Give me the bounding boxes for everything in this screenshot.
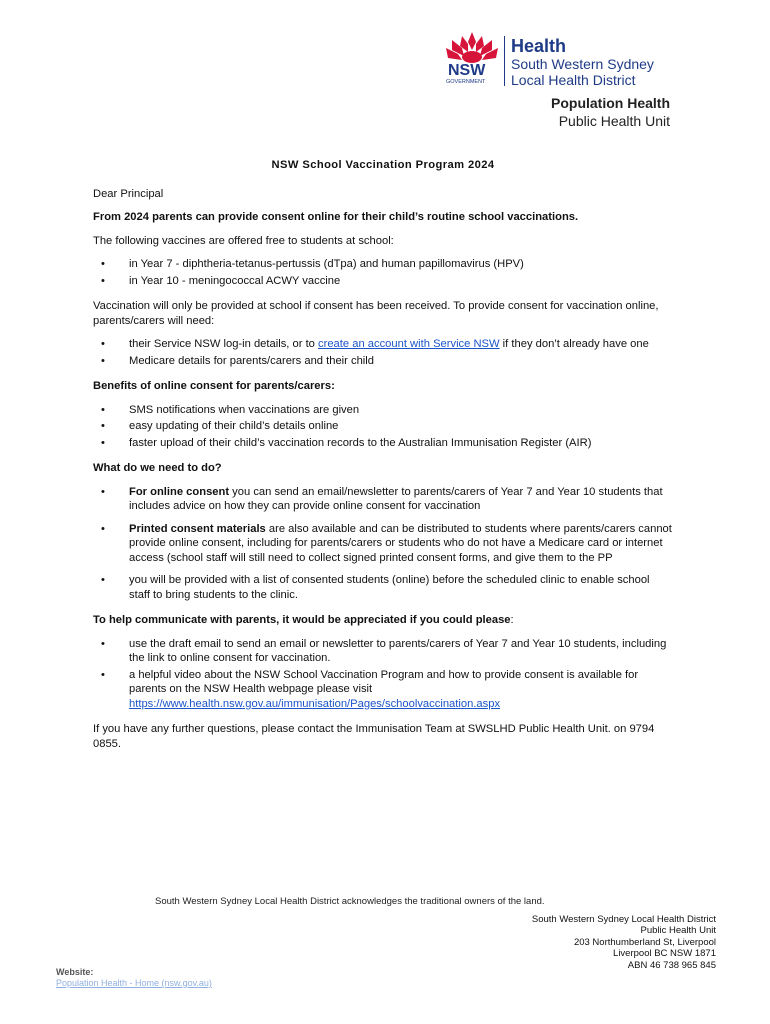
- consent-item-text: if they don’t already have one: [499, 338, 649, 350]
- list-item: • easy updating of their child’s details online: [93, 419, 673, 434]
- consent-list: [93, 337, 673, 368]
- vaccines-intro: The following vaccines are offered free to students at school:: [93, 234, 394, 247]
- website-link[interactable]: Population Health - Home (nsw.gov.au): [56, 978, 212, 988]
- list-item: • you will be provided with a list of consented students (online) before the scheduled clinic to enable school staff to bring students to the clinic.: [93, 573, 673, 602]
- todo-text: you can send an email/newsletter to parents/carers of Year 7 and Year 10 students that includes advice on how they can provide online consent for vaccination: [129, 485, 663, 512]
- unit-heading: [551, 94, 670, 130]
- address-line: 203 Northumberland St, Liverpool: [573, 936, 716, 948]
- lead-paragraph: From 2024 parents can provide consent online for their child’s routine school vaccinations.: [93, 211, 579, 223]
- list-item: • faster upload of their child’s vaccination records to the Australian Immunisation Register (AIR): [93, 436, 673, 451]
- help-heading-text: To help communicate with parents, it would be appreciated if you could please: [93, 614, 511, 626]
- help-heading-colon: :: [510, 614, 514, 626]
- list-item: • in Year 10 - meningococcal ACWY vaccine: [93, 274, 673, 289]
- help-item-text: a helpful video about the NSW School Vaccination Program and how to provide consent is available for parents on the NSW Health webpage please visit: [129, 668, 639, 695]
- todo-text: are also available and can be distributed to students where parents/carers cannot provide online consent, including for parents/carers or students who do not have a Medicare card or internet access (school staff will still need to collect signed printed consent forms, and give them to the PP: [129, 522, 672, 564]
- todo-bold: Printed consent materials: [129, 522, 266, 535]
- website-label: Website:: [56, 967, 94, 977]
- vaccines-list: [93, 257, 673, 288]
- benefits-list: [93, 403, 673, 451]
- unit-subtitle: Public Health Unit: [558, 113, 670, 129]
- address-line: South Western Sydney Local Health District: [531, 914, 716, 925]
- closing-paragraph: If you have any further questions, please contact the Immunisation Team at SWSLHD Public Health Unit. on 9794 0855.: [93, 723, 655, 750]
- list-item: [93, 522, 673, 566]
- address-line: ABN 46 738 965 845: [627, 959, 716, 971]
- letter-body: [93, 158, 673, 760]
- help-heading: [93, 613, 673, 628]
- list-item: • Medicare details for parents/carers and their child: [93, 354, 673, 369]
- unit-title: Population Health: [551, 95, 670, 111]
- list-item: [93, 668, 673, 712]
- benefits-heading: Benefits of online consent for parents/carers:: [93, 380, 335, 392]
- footer-address: [532, 914, 716, 971]
- list-item: [93, 485, 673, 514]
- todo-heading: What do we need to do?: [93, 462, 222, 474]
- todo-list: [93, 485, 673, 603]
- todo-bold: For online consent: [129, 485, 230, 498]
- list-item: • in Year 7 - diphtheria-tetanus-pertussis (dTpa) and human papillomavirus (HPV): [93, 257, 673, 272]
- logo-wordmark: [511, 36, 654, 88]
- letter-title: NSW School Vaccination Program 2024: [271, 159, 495, 171]
- logo-government-text: GOVERNMENT: [446, 79, 486, 85]
- logo-district-line2: Local Health District: [511, 72, 636, 88]
- salutation: Dear Principal: [93, 187, 164, 200]
- waratah-icon: [446, 32, 498, 63]
- consent-item-text: their Service NSW log-in details, or to: [129, 338, 319, 350]
- logo-divider: [504, 36, 505, 86]
- logo-district-line1: South Western Sydney: [511, 56, 654, 72]
- help-list: [93, 637, 673, 712]
- acknowledgement: South Western Sydney Local Health District acknowledges the traditional owners of the land.: [155, 896, 545, 907]
- school-vaccination-link[interactable]: https://www.health.nsw.gov.au/immunisation/Pages/schoolvaccination.aspx: [129, 697, 501, 710]
- consent-intro: Vaccination will only be provided at school if consent has been received. To provide consent for vaccination online, parents/carers will need:: [93, 300, 659, 327]
- list-item: • use the draft email to send an email or newsletter to parents/carers of Year 7 and Year 10 students, including the link to online consent for vaccination.: [93, 637, 673, 666]
- service-nsw-account-link[interactable]: create an account with Service NSW: [318, 338, 500, 350]
- list-item: [93, 337, 673, 352]
- address-line: Public Health Unit: [640, 925, 716, 937]
- logo-nsw-text: NSW: [448, 62, 486, 79]
- list-item: • SMS notifications when vaccinations are given: [93, 403, 673, 418]
- address-line: Liverpool BC NSW 1871: [613, 948, 716, 960]
- footer-website: [56, 967, 212, 989]
- logo-health-text: Health: [511, 36, 567, 56]
